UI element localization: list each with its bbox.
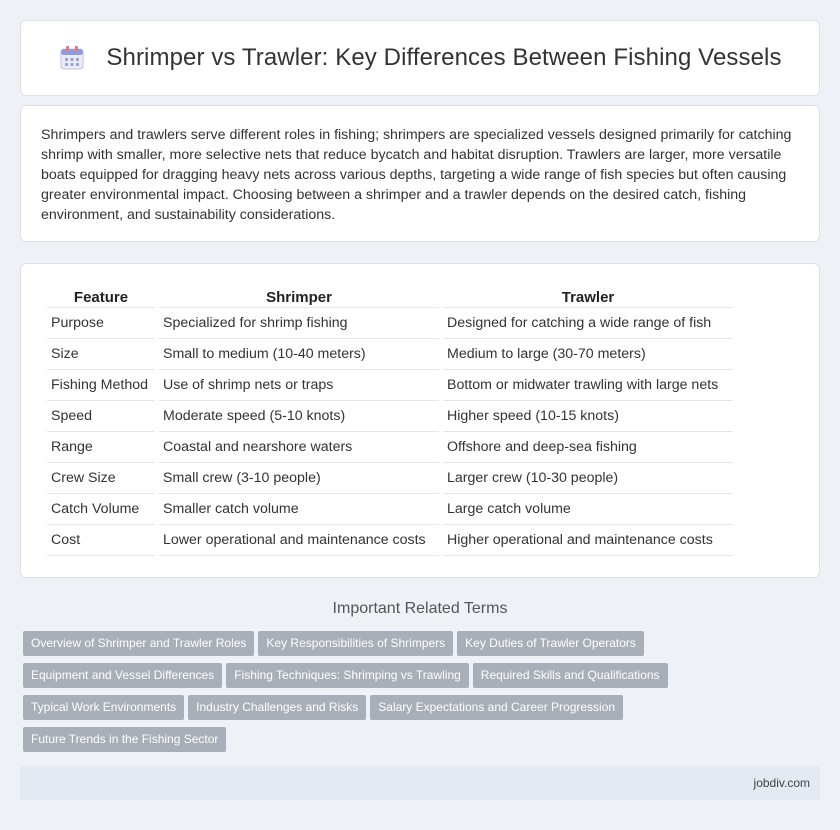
related-terms-tags: [23, 631, 823, 759]
footer: [20, 766, 820, 800]
calendar-icon: [58, 44, 86, 72]
related-tag[interactable]: Fishing Techniques: Shrimping vs Trawling: [226, 663, 469, 688]
table-header-row: [47, 284, 733, 308]
related-tag[interactable]: Key Responsibilities of Shrimpers: [258, 631, 453, 656]
header-feature: Feature: [47, 284, 155, 308]
related-tag[interactable]: Equipment and Vessel Differences: [23, 663, 222, 688]
related-tag[interactable]: Overview of Shrimper and Trawler Roles: [23, 631, 254, 656]
trawler-cell: Large catch volume: [443, 494, 733, 525]
related-tag[interactable]: Future Trends in the Fishing Sector: [23, 727, 226, 752]
trawler-cell: Offshore and deep-sea fishing: [443, 432, 733, 463]
feature-cell: Cost: [47, 525, 155, 556]
comparison-table: [43, 284, 737, 556]
related-tag[interactable]: Salary Expectations and Career Progression: [370, 695, 623, 720]
related-tag[interactable]: Key Duties of Trawler Operators: [457, 631, 644, 656]
table-row: [47, 401, 733, 432]
shrimper-cell: Smaller catch volume: [159, 494, 439, 525]
shrimper-cell: Use of shrimp nets or traps: [159, 370, 439, 401]
table-row: [47, 432, 733, 463]
feature-cell: Crew Size: [47, 463, 155, 494]
feature-cell: Purpose: [47, 308, 155, 339]
related-tag[interactable]: Typical Work Environments: [23, 695, 184, 720]
table-row: [47, 494, 733, 525]
trawler-cell: Designed for catching a wide range of fish: [443, 308, 733, 339]
shrimper-cell: Lower operational and maintenance costs: [159, 525, 439, 556]
table-row: [47, 525, 733, 556]
footer-site[interactable]: jobdiv.com: [753, 776, 810, 790]
shrimper-cell: Small crew (3-10 people): [159, 463, 439, 494]
related-tag[interactable]: Required Skills and Qualifications: [473, 663, 668, 688]
table-row: [47, 370, 733, 401]
header-trawler: Trawler: [443, 284, 733, 308]
shrimper-cell: Moderate speed (5-10 knots): [159, 401, 439, 432]
header-shrimper: Shrimper: [159, 284, 439, 308]
page-title: Shrimper vs Trawler: Key Differences Between Fishing Vessels: [106, 44, 782, 71]
trawler-cell: Medium to large (30-70 meters): [443, 339, 733, 370]
related-terms-title: Important Related Terms: [332, 600, 508, 617]
shrimper-cell: Specialized for shrimp fishing: [159, 308, 439, 339]
feature-cell: Speed: [47, 401, 155, 432]
trawler-cell: Higher speed (10-15 knots): [443, 401, 733, 432]
shrimper-cell: Small to medium (10-40 meters): [159, 339, 439, 370]
table-row: [47, 463, 733, 494]
feature-cell: Fishing Method: [47, 370, 155, 401]
related-tag[interactable]: Industry Challenges and Risks: [188, 695, 366, 720]
intro-card: [20, 105, 820, 242]
page-header: [20, 20, 820, 96]
feature-cell: Catch Volume: [47, 494, 155, 525]
intro-text: Shrimpers and trawlers serve different roles in fishing; shrimpers are specialized vessels designed primarily for catching shrimp with smaller, more selective nets that reduce bycatch and habitat disruption. Trawlers are larger, more versatile boats equipped for dragging heavy nets across various depths, targeting a wide range of fish species but often causing greater environmental impact. Choosing between a shrimper and a trawler depends on the desired catch, fishing environment, and sustainability considerations.: [41, 127, 792, 223]
table-row: [47, 308, 733, 339]
trawler-cell: Higher operational and maintenance costs: [443, 525, 733, 556]
shrimper-cell: Coastal and nearshore waters: [159, 432, 439, 463]
comparison-card: [20, 263, 820, 578]
feature-cell: Size: [47, 339, 155, 370]
table-row: [47, 339, 733, 370]
trawler-cell: Bottom or midwater trawling with large nets: [443, 370, 733, 401]
feature-cell: Range: [47, 432, 155, 463]
trawler-cell: Larger crew (10-30 people): [443, 463, 733, 494]
